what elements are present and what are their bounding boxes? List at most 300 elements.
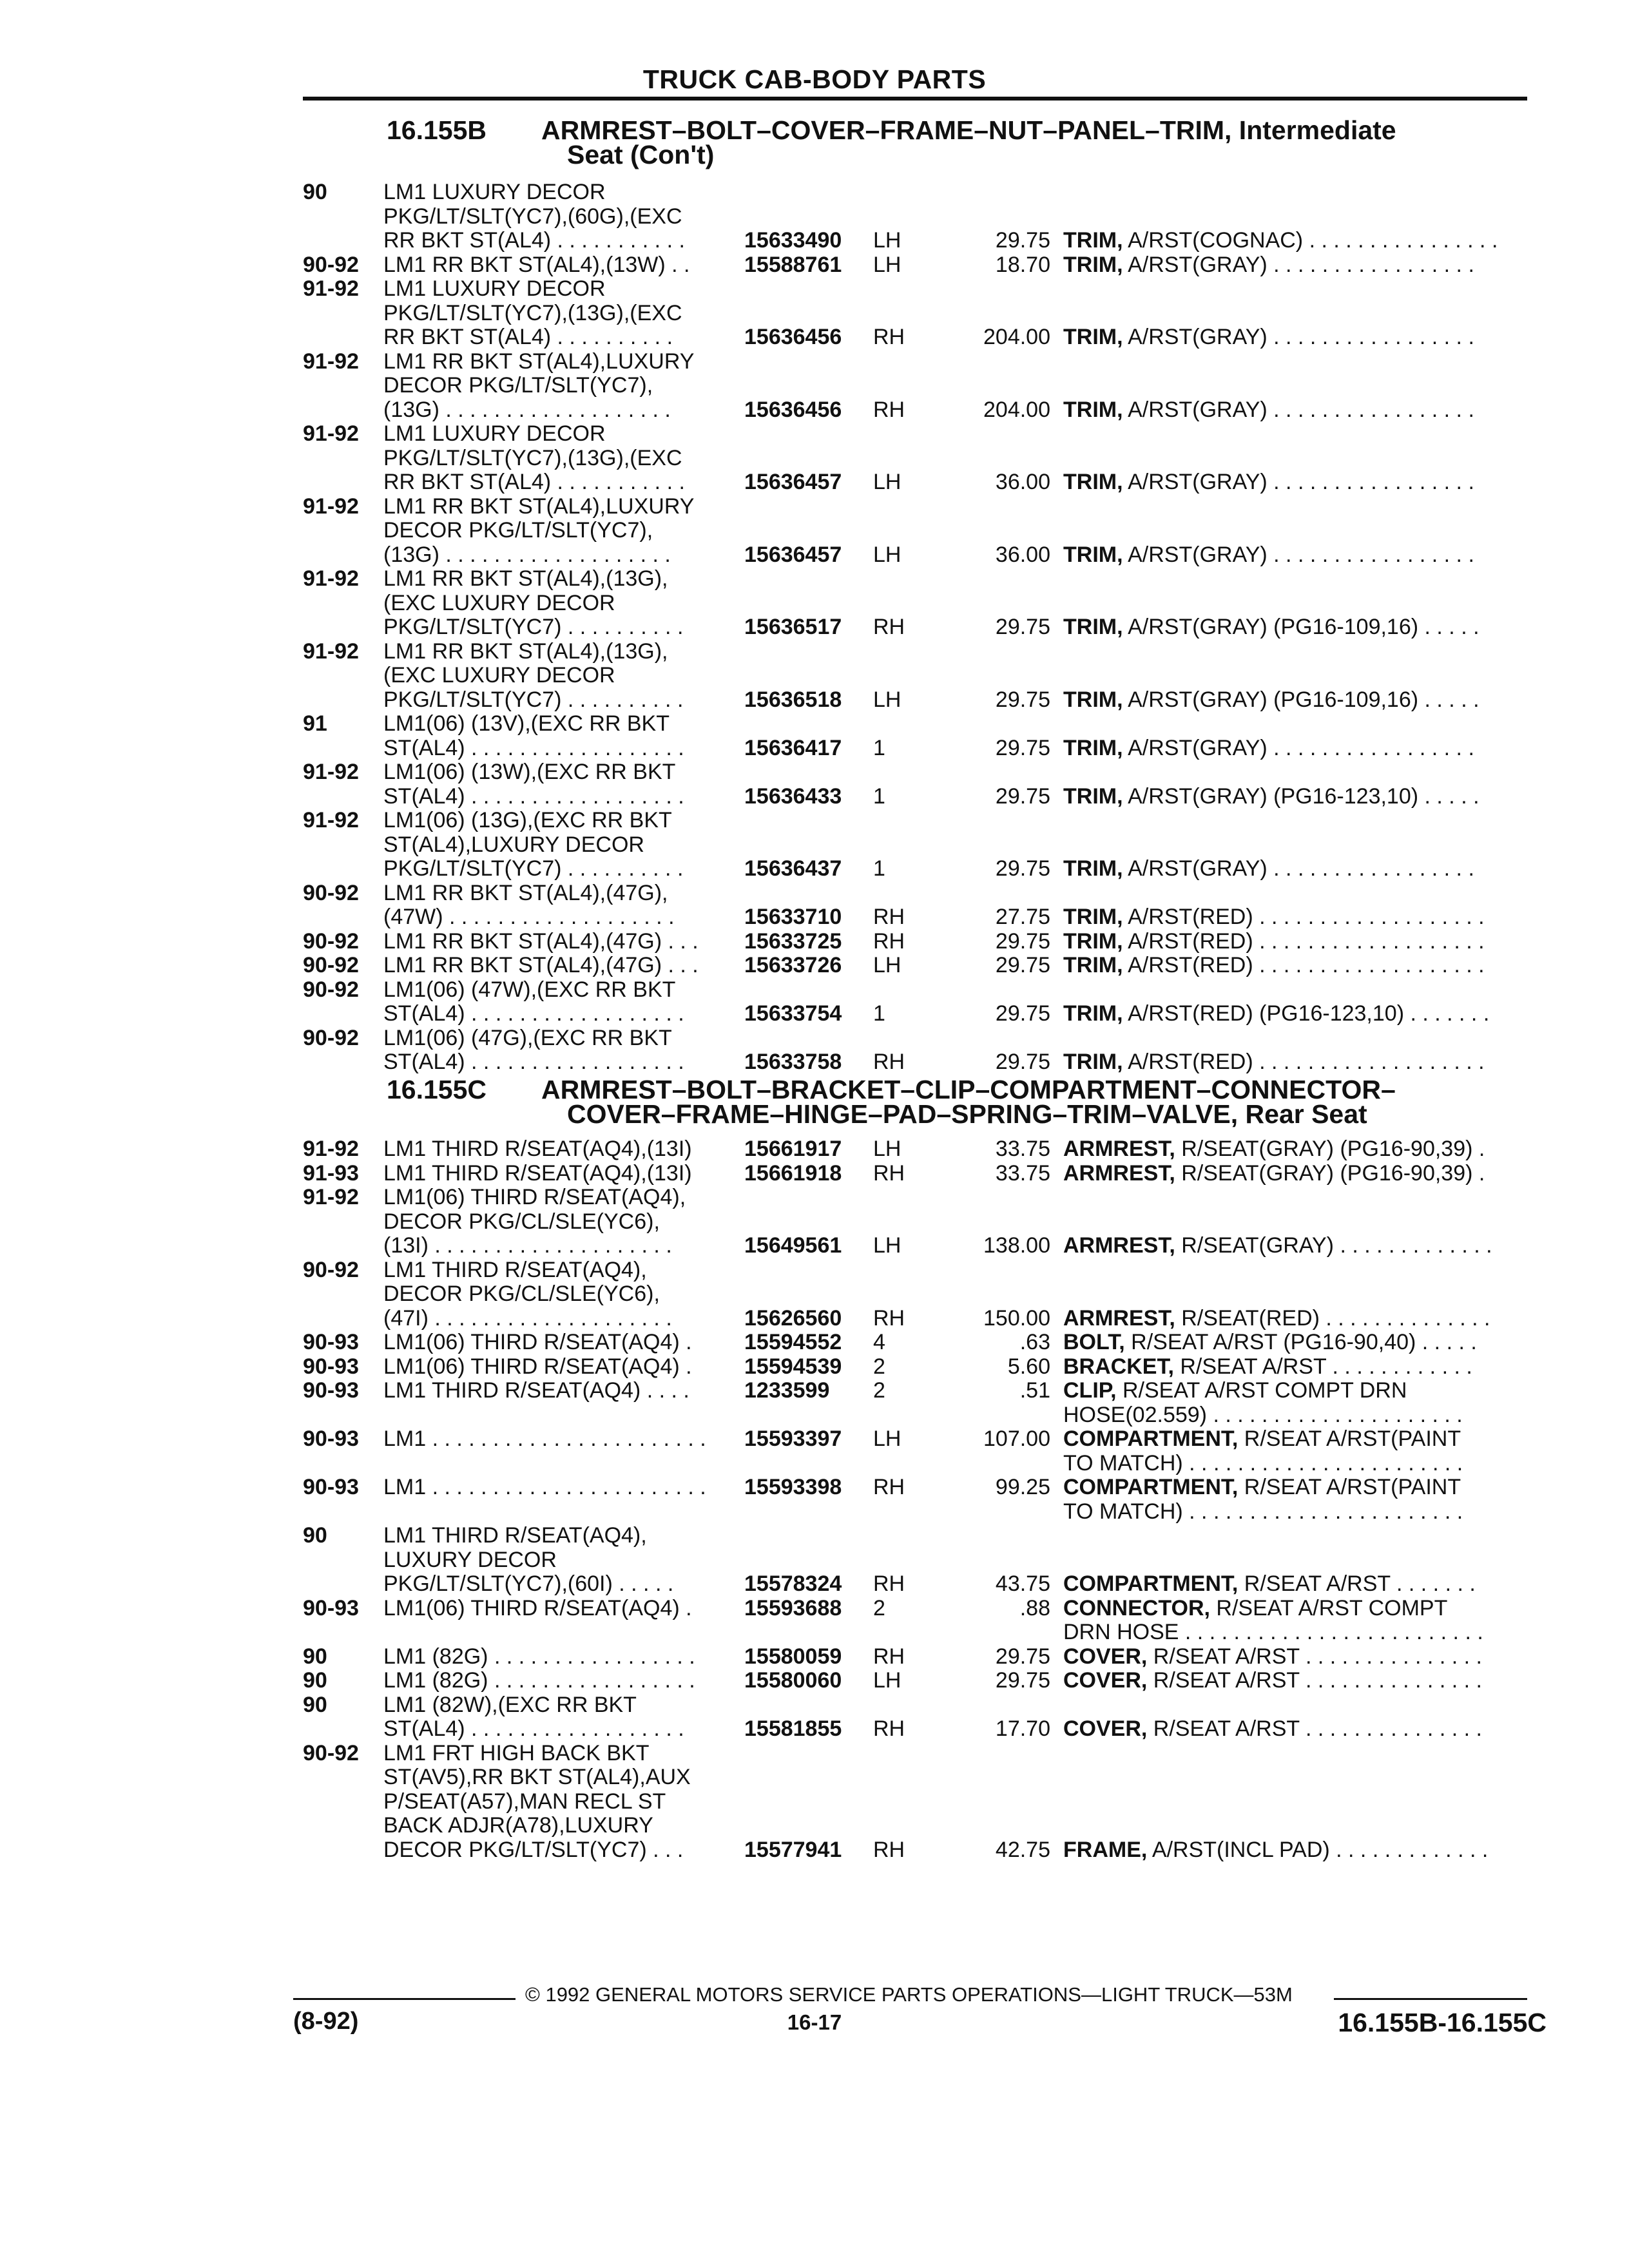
item-name [1063,1234,1492,1258]
part-number: 15633726 [744,953,842,977]
item-noun: TRIM, [1063,857,1123,881]
quantity: RH [873,1050,905,1074]
item-noun: CLIP, [1063,1379,1117,1403]
item-detail: A/RST(GRAY) (PG16-109,16) . . . . . [1123,615,1480,639]
usage-description: RR BKT ST(AL4) . . . . . . . . . . . [383,470,685,494]
section-title-line: ARMREST–BOLT–COVER–FRAME–NUT–PANEL–TRIM, Intermediate [541,115,1396,145]
price: 29.75 [995,615,1050,639]
part-number: 15633754 [744,1001,842,1026]
table-row [303,1524,1547,1548]
item-name [1063,1355,1472,1379]
price: 29.75 [995,735,1050,760]
part-number: 15633490 [744,228,842,253]
item-noun: TRIM, [1063,905,1123,929]
table-row [303,954,1547,978]
usage-description: DECOR PKG/LT/SLT(YC7), [383,374,653,398]
usage-description: (13I) . . . . . . . . . . . . . . . . . . . . [383,1234,672,1258]
table-row [303,1572,1547,1597]
table-row [303,495,1547,519]
price: 138.00 [983,1233,1050,1258]
item-name [1063,253,1474,278]
price: 17.70 [995,1716,1050,1741]
quantity: RH [873,928,905,954]
part-number: 15580059 [744,1644,842,1669]
usage-description: LM1 RR BKT ST(AL4),(47G), [383,881,668,905]
item-name [1063,1427,1461,1452]
section-title-line: COVER–FRAME–HINGE–PAD–SPRING–TRIM–VALVE, Rear Seat [567,1099,1367,1129]
price: 42.75 [995,1837,1050,1862]
section-title-line: ARMREST–BOLT–BRACKET–CLIP–COMPARTMENT–CONNECTOR– [541,1075,1396,1104]
item-detail: A/RST(INCL PAD) . . . . . . . . . . . . . [1147,1838,1489,1862]
usage-description: LM1 (82G) . . . . . . . . . . . . . . . . . [383,1669,695,1693]
table-row [303,1258,1547,1283]
usage-description: PKG/LT/SLT(YC7),(13G),(EXC [383,446,682,470]
model-year: 90-92 [303,977,359,1002]
part-number: 15636457 [744,542,842,567]
usage-description: DECOR PKG/CL/SLE(YC6), [383,1282,660,1306]
quantity: 1 [873,1001,885,1026]
quantity: RH [873,905,905,929]
price: 43.75 [995,1571,1050,1596]
price: 29.75 [995,228,1050,253]
item-name [1063,1717,1482,1742]
item-name [1063,1669,1482,1693]
quantity: 1 [873,856,885,881]
model-year: 91 [303,711,327,736]
table-row [303,422,1547,447]
model-year: 91-92 [303,566,359,591]
item-noun: TRIM, [1063,253,1123,277]
part-number: 15594552 [744,1330,842,1354]
usage-description: LM1 RR BKT ST(AL4),LUXURY [383,349,695,374]
item-detail: R/SEAT(GRAY) . . . . . . . . . . . . . [1175,1234,1492,1258]
model-year: 91-92 [303,494,359,519]
table-row [303,1765,1547,1790]
table-row [303,688,1547,713]
item-detail: R/SEAT A/RST . . . . . . . . . . . . . . . [1147,1669,1482,1693]
usage-description: LM1 (82G) . . . . . . . . . . . . . . . . . [383,1644,695,1669]
item-noun: BRACKET, [1063,1354,1174,1379]
quantity: 4 [873,1330,885,1354]
model-year: 90 [303,1668,327,1693]
quantity: LH [873,953,901,977]
model-year: 90-92 [303,1740,359,1765]
table-row [303,1355,1547,1379]
table-row [303,180,1547,205]
model-year: 91-92 [303,1185,359,1209]
usage-description: ST(AV5),RR BKT ST(AL4),AUX [383,1765,691,1789]
table-row [303,809,1547,833]
usage-description: LM1 THIRD R/SEAT(AQ4), [383,1258,647,1282]
item-noun: TRIM, [1063,736,1123,760]
price: 29.75 [995,1001,1050,1026]
usage-description: PKG/LT/SLT(YC7),(60I) . . . . . [383,1572,674,1596]
section-title-line: Seat (Con't) [567,140,715,169]
part-number: 15626560 [744,1305,842,1331]
quantity: 1 [873,783,885,809]
model-year: 90-93 [303,1595,359,1620]
model-year: 90-92 [303,880,359,905]
item-name [1063,1838,1488,1863]
table-row [303,930,1547,954]
price: 27.75 [995,905,1050,929]
item-name [1063,785,1480,809]
item-noun: TRIM, [1063,1002,1123,1026]
table-row [303,1162,1547,1186]
price: 29.75 [995,928,1050,954]
item-detail: TO MATCH) . . . . . . . . . . . . . . . . . . . . . . . [1063,1499,1463,1524]
item-noun: BOLT, [1063,1331,1125,1354]
item-noun: ARMREST, [1063,1137,1175,1161]
item-detail: R/SEAT(RED) . . . . . . . . . . . . . . [1175,1306,1490,1331]
table-row [303,205,1547,229]
usage-description: LM1 RR BKT ST(AL4),(13W) . . [383,253,690,277]
price: 18.70 [995,252,1050,277]
item-noun: COMPARTMENT, [1063,1572,1239,1596]
price: 36.00 [995,470,1050,494]
usage-description: LM1(06) (47G),(EXC RR BKT [383,1026,672,1050]
part-number: 15588761 [744,252,842,277]
quantity: 2 [873,1354,885,1379]
quantity: 2 [873,1595,885,1620]
usage-description: LM1 THIRD R/SEAT(AQ4) . . . . [383,1379,689,1403]
item-detail: A/RST(GRAY) . . . . . . . . . . . . . . . . . [1123,398,1474,422]
part-number: 15580060 [744,1668,842,1693]
part-number: 15593397 [744,1427,842,1451]
table-row [303,1742,1547,1766]
item-noun: FRAME, [1063,1838,1148,1862]
quantity: RH [873,1644,905,1669]
usage-description: LM1 THIRD R/SEAT(AQ4),(13I) [383,1137,692,1161]
table-row [303,664,1547,688]
section-number: 16.155C [387,1075,487,1104]
table-row [303,1838,1547,1863]
usage-description: DECOR PKG/LT/SLT(YC7) . . . [383,1838,684,1862]
item-name [1063,325,1474,350]
price: 99.25 [995,1475,1050,1499]
usage-description: ST(AL4) . . . . . . . . . . . . . . . . . . [383,736,684,760]
model-year: 90 [303,180,327,204]
item-noun: TRIM, [1063,615,1123,639]
model-year: 90-92 [303,1257,359,1282]
parts-table-16-155c [303,1137,1547,1862]
part-number: 15661918 [744,1160,842,1186]
item-name [1063,1620,1483,1645]
quantity: LH [873,252,901,277]
footer-rule-left [293,1998,516,2000]
usage-description: LM1 RR BKT ST(AL4),(13G), [383,567,668,591]
quantity: RH [873,615,905,639]
item-name [1063,1050,1485,1075]
item-detail: A/RST(RED) . . . . . . . . . . . . . . . . . . . [1123,954,1485,977]
usage-description: LM1 FRT HIGH BACK BKT [383,1741,650,1765]
quantity: LH [873,542,901,567]
usage-description: ST(AL4) . . . . . . . . . . . . . . . . . . [383,1002,684,1026]
table-row [303,398,1547,423]
table-row [303,1475,1547,1500]
usage-description: BACK ADJR(A78),LUXURY [383,1814,653,1838]
table-row [303,1645,1547,1669]
quantity: RH [873,325,905,349]
item-name [1063,736,1474,761]
part-number: 15661917 [744,1137,842,1161]
table-row [303,1814,1547,1838]
item-detail: A/RST(GRAY) . . . . . . . . . . . . . . . . . [1123,543,1474,567]
quantity: RH [873,1160,905,1186]
model-year: 90-92 [303,1025,359,1050]
quantity: LH [873,470,901,494]
table-row [303,374,1547,398]
section-title [541,1075,1605,1129]
item-noun: TRIM, [1063,543,1123,567]
model-year: 91-92 [303,1137,359,1161]
part-number: 1233599 [744,1378,830,1403]
item-noun: ARMREST, [1063,1306,1175,1331]
table-row [303,1500,1547,1524]
price: 204.00 [983,397,1050,422]
item-detail: R/SEAT A/RST . . . . . . . . . . . . . . . [1147,1644,1482,1669]
footer-rule-right [1334,1998,1527,2000]
table-row [303,253,1547,278]
item-noun: COVER, [1063,1644,1148,1669]
usage-description: (47W) . . . . . . . . . . . . . . . . . . . [383,905,675,929]
table-row [303,905,1547,930]
usage-description: PKG/LT/SLT(YC7),(13G),(EXC [383,301,682,325]
usage-description: LM1 (82W),(EXC RR BKT [383,1693,637,1717]
table-row [303,277,1547,302]
usage-description: LM1 LUXURY DECOR [383,277,606,301]
table-row [303,1403,1547,1428]
item-detail: A/RST(GRAY) (PG16-109,16) . . . . . [1123,687,1480,712]
footer-page-number: 16-17 [787,2010,842,2034]
item-name [1063,1137,1485,1162]
price: 107.00 [983,1427,1050,1451]
model-year: 90-92 [303,252,359,277]
table-row [303,1002,1547,1026]
quantity: LH [873,1668,901,1693]
item-name [1063,857,1474,881]
part-number: 15649561 [744,1233,842,1258]
item-noun: ARMREST, [1063,1234,1175,1258]
quantity: RH [873,1475,905,1499]
usage-description: DECOR PKG/LT/SLT(YC7), [383,519,653,543]
price: .88 [1019,1595,1050,1620]
quantity: 2 [873,1378,885,1403]
item-detail: R/SEAT A/RST . . . . . . . . . . . . . . . [1147,1717,1482,1741]
table-row [303,1669,1547,1693]
quantity: RH [873,1837,905,1862]
usage-description: LUXURY DECOR [383,1548,557,1572]
item-name [1063,1597,1447,1621]
part-number: 15633725 [744,928,842,954]
item-name [1063,1002,1489,1026]
table-row [303,978,1547,1003]
item-name [1063,1331,1477,1355]
table-row [303,615,1547,640]
item-noun: TRIM, [1063,470,1123,494]
usage-description: DECOR PKG/CL/SLE(YC6), [383,1209,660,1234]
part-number: 15633710 [744,905,842,929]
usage-description: LM1 RR BKT ST(AL4),LUXURY [383,494,695,519]
model-year: 91-92 [303,276,359,301]
usage-description: (EXC LUXURY DECOR [383,664,615,687]
item-detail: A/RST(COGNAC) . . . . . . . . . . . . . . . . [1123,229,1498,253]
table-row [303,1137,1547,1162]
usage-description: LM1 . . . . . . . . . . . . . . . . . . . . . . . [383,1427,706,1451]
table-row [303,302,1547,326]
usage-description: (13G) . . . . . . . . . . . . . . . . . . . [383,543,671,567]
price: 29.75 [995,856,1050,881]
price: 29.75 [995,953,1050,977]
item-name [1063,1500,1463,1524]
table-row [303,1790,1547,1814]
item-detail: A/RST(RED) . . . . . . . . . . . . . . . . . . . [1123,929,1485,954]
usage-description: ST(AL4) . . . . . . . . . . . . . . . . . . [383,1717,684,1741]
usage-description: LM1 LUXURY DECOR [383,180,606,204]
table-row [303,519,1547,543]
table-row [303,1379,1547,1403]
usage-description: ST(AL4) . . . . . . . . . . . . . . . . . . [383,1050,684,1074]
usage-description: RR BKT ST(AL4) . . . . . . . . . . [383,325,673,349]
table-row [303,1620,1547,1645]
table-row [303,640,1547,664]
price: .51 [1019,1378,1050,1403]
item-name [1063,905,1485,930]
item-detail: R/SEAT A/RST (PG16-90,40) . . . . . [1124,1331,1477,1354]
model-year: 90-92 [303,953,359,977]
usage-description: (EXC LUXURY DECOR [383,591,615,615]
table-row [303,229,1547,253]
item-detail: R/SEAT(GRAY) (PG16-90,39) . [1175,1161,1485,1186]
model-year: 90 [303,1644,327,1669]
model-year: 91-92 [303,349,359,374]
part-number: 15636437 [744,856,842,881]
quantity: LH [873,228,901,253]
footer-section-ref: 16.155B-16.155C [1338,2008,1547,2037]
table-row [303,1210,1547,1235]
table-row [303,350,1547,374]
part-number: 15636433 [744,783,842,809]
item-detail: R/SEAT A/RST COMPT DRN [1116,1379,1407,1403]
usage-description: (13G) . . . . . . . . . . . . . . . . . . . [383,398,671,422]
table-row [303,1717,1547,1742]
usage-description: LM1 THIRD R/SEAT(AQ4), [383,1524,647,1548]
price: 33.75 [995,1160,1050,1186]
model-year: 91-93 [303,1160,359,1186]
model-year: 91-92 [303,808,359,832]
item-noun: TRIM, [1063,929,1123,954]
item-name [1063,615,1480,640]
item-name [1063,398,1474,423]
price: 36.00 [995,542,1050,567]
item-name [1063,1379,1407,1403]
quantity: LH [873,687,901,712]
table-row [303,1050,1547,1075]
item-noun: TRIM, [1063,784,1123,809]
part-number: 15593398 [744,1475,842,1499]
usage-description: RR BKT ST(AL4) . . . . . . . . . . . [383,229,685,253]
item-detail: A/RST(GRAY) . . . . . . . . . . . . . . . . . [1123,857,1474,881]
table-row [303,543,1547,568]
part-number: 15594539 [744,1354,842,1379]
item-detail: R/SEAT A/RST . . . . . . . . . . . . [1173,1354,1472,1379]
item-detail: R/SEAT(GRAY) (PG16-90,39) . [1175,1137,1485,1161]
item-name [1063,543,1474,568]
part-number: 15636518 [744,687,842,712]
item-detail: DRN HOSE . . . . . . . . . . . . . . . . . . . . . . . . . [1063,1620,1483,1644]
item-noun: TRIM, [1063,229,1123,253]
table-row [303,470,1547,495]
usage-description: LM1(06) (13V),(EXC RR BKT [383,712,670,736]
item-detail: TO MATCH) . . . . . . . . . . . . . . . . . . . . . . . [1063,1451,1463,1475]
quantity: RH [873,397,905,422]
item-noun: ARMREST, [1063,1161,1175,1186]
item-name [1063,229,1498,253]
part-number: 15581855 [744,1716,842,1741]
footer-date: (8-92) [293,2008,359,2035]
quantity: LH [873,1427,901,1451]
table-row [303,760,1547,785]
price: 29.75 [995,1644,1050,1669]
table-row [303,1234,1547,1258]
model-year: 90-93 [303,1354,359,1379]
item-detail: A/RST(RED) . . . . . . . . . . . . . . . . . . . [1123,1050,1485,1074]
price: 33.75 [995,1137,1050,1161]
model-year: 91-92 [303,421,359,446]
table-row [303,736,1547,761]
price: 5.60 [1007,1354,1050,1379]
item-name [1063,1403,1463,1428]
part-number: 15636517 [744,615,842,639]
item-noun: COVER, [1063,1717,1148,1741]
model-year: 90 [303,1692,327,1717]
table-row [303,1282,1547,1307]
part-number: 15636456 [744,397,842,422]
table-row [303,1452,1547,1476]
usage-description: PKG/LT/SLT(YC7) . . . . . . . . . . [383,615,684,639]
model-year: 91-92 [303,760,359,784]
usage-description: LM1 RR BKT ST(AL4),(47G) . . . [383,954,699,977]
table-row [303,1693,1547,1718]
table-row [303,567,1547,591]
parts-table-16-155b [303,180,1547,1075]
item-noun: COMPARTMENT, [1063,1475,1239,1499]
usage-description: LM1 . . . . . . . . . . . . . . . . . . . . . . . [383,1475,706,1499]
usage-description: LM1(06) THIRD R/SEAT(AQ4) . [383,1331,692,1354]
table-row [303,712,1547,736]
item-detail: R/SEAT A/RST COMPT [1210,1596,1448,1620]
table-row [303,785,1547,809]
item-detail: R/SEAT A/RST(PAINT [1238,1475,1461,1499]
table-row [303,1597,1547,1621]
item-name [1063,954,1485,978]
usage-description: LM1 RR BKT ST(AL4),(47G) . . . [383,929,699,954]
item-noun: TRIM, [1063,325,1123,349]
part-number: 15636457 [744,470,842,494]
price: 204.00 [983,325,1050,349]
part-number: 15578324 [744,1571,842,1596]
table-row [303,1548,1547,1573]
table-row [303,1186,1547,1210]
part-number: 15636456 [744,325,842,349]
price: 29.75 [995,783,1050,809]
quantity: RH [873,1716,905,1741]
item-name [1063,930,1485,954]
table-row [303,1307,1547,1331]
usage-description: LM1 LUXURY DECOR [383,422,606,446]
section-number: 16.155B [387,115,487,145]
usage-description: LM1(06) THIRD R/SEAT(AQ4) . [383,1596,692,1620]
